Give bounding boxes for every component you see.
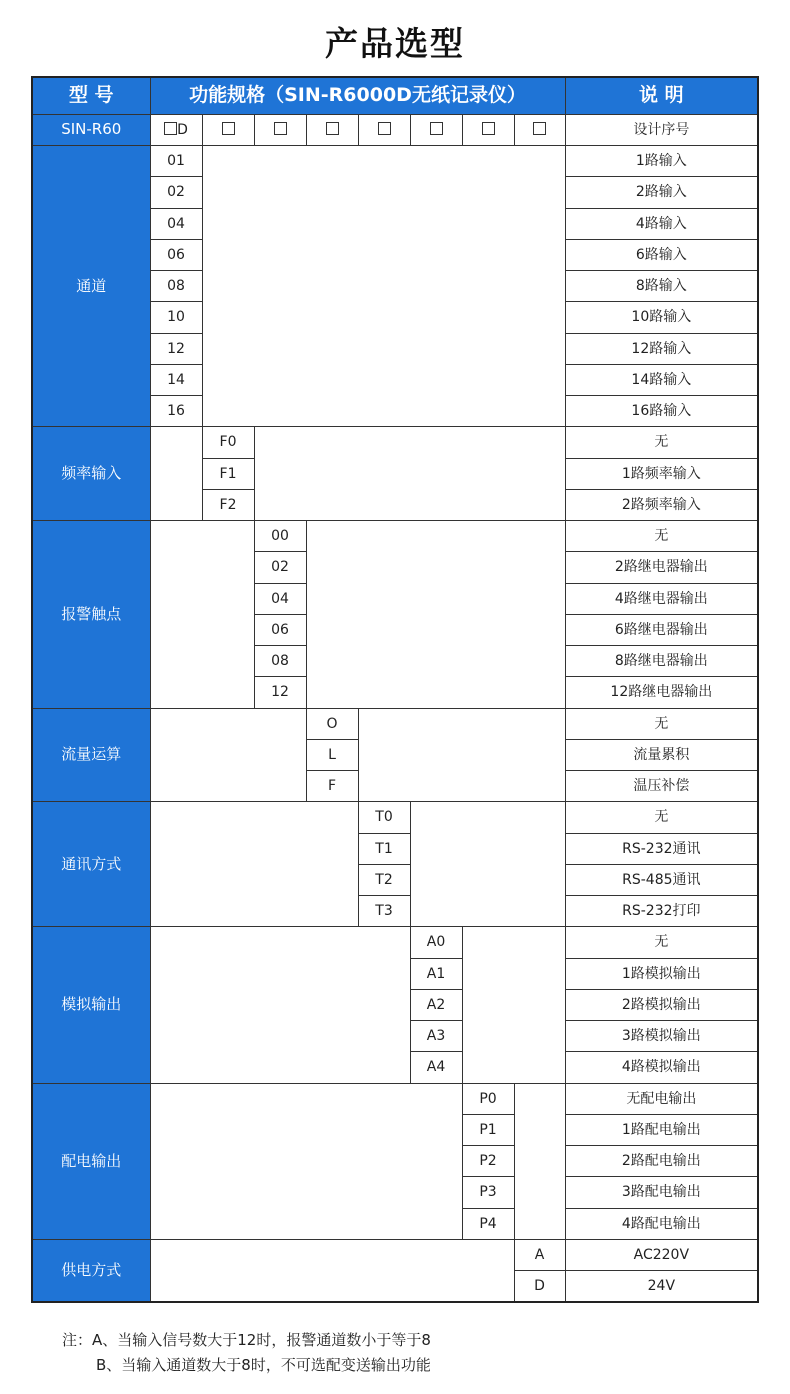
spec-header: 功能规格（SIN-R6000D无纸记录仪） — [150, 77, 565, 114]
option-row — [32, 1239, 758, 1270]
group-label: 通道 — [32, 146, 150, 427]
code-suffix: D — [177, 122, 188, 139]
option-code: 06 — [254, 614, 306, 645]
option-desc: 无 — [565, 521, 758, 552]
option-desc: 8路继电器输出 — [565, 646, 758, 677]
option-desc: 1路频率输入 — [565, 458, 758, 489]
option-code: F — [306, 771, 358, 802]
option-code: P0 — [462, 1083, 514, 1114]
option-code: T3 — [358, 896, 410, 927]
model-header: 型 号 — [32, 77, 150, 114]
option-desc: 16路输入 — [565, 396, 758, 427]
blank-area — [150, 927, 410, 1083]
option-desc: 无 — [565, 927, 758, 958]
notes — [62, 1328, 431, 1378]
option-desc: RS-485通讯 — [565, 864, 758, 895]
model-code: SIN-R60 — [32, 114, 150, 145]
option-desc: 4路模拟输出 — [565, 1052, 758, 1083]
option-desc: 2路模拟输出 — [565, 989, 758, 1020]
blank-area — [202, 146, 565, 427]
option-row — [32, 927, 758, 958]
blank-area — [514, 1083, 565, 1239]
checkbox-icon — [326, 122, 339, 135]
group-label: 供电方式 — [32, 1239, 150, 1302]
option-code: P2 — [462, 1146, 514, 1177]
option-code: A — [514, 1239, 565, 1270]
option-row — [32, 708, 758, 739]
checkbox-icon — [533, 122, 546, 135]
option-code: A1 — [410, 958, 462, 989]
group-label: 报警触点 — [32, 521, 150, 709]
blank-area — [306, 521, 565, 709]
option-desc: 4路配电输出 — [565, 1208, 758, 1239]
option-desc: 2路输入 — [565, 177, 758, 208]
code-slot-2 — [202, 114, 254, 145]
blank-area — [462, 927, 565, 1083]
group-label: 模拟输出 — [32, 927, 150, 1083]
option-code: F0 — [202, 427, 254, 458]
option-code: T1 — [358, 833, 410, 864]
option-desc: 1路模拟输出 — [565, 958, 758, 989]
blank-area — [150, 1239, 514, 1302]
group-label: 配电输出 — [32, 1083, 150, 1239]
option-code: F1 — [202, 458, 254, 489]
option-code: P3 — [462, 1177, 514, 1208]
option-desc: AC220V — [565, 1239, 758, 1270]
checkbox-icon — [222, 122, 235, 135]
option-code: T0 — [358, 802, 410, 833]
blank-area — [410, 802, 565, 927]
option-code: T2 — [358, 864, 410, 895]
option-desc: 3路配电输出 — [565, 1177, 758, 1208]
checkbox-icon — [482, 122, 495, 135]
header-row — [32, 77, 758, 114]
option-desc: 6路输入 — [565, 239, 758, 270]
option-code: L — [306, 739, 358, 770]
option-desc: 温压补偿 — [565, 771, 758, 802]
desc-header: 说 明 — [565, 77, 758, 114]
option-code: 04 — [150, 208, 202, 239]
option-desc: 14路输入 — [565, 364, 758, 395]
code-slot-1 — [150, 114, 202, 145]
selection-table — [31, 76, 759, 1303]
option-desc: 2路继电器输出 — [565, 552, 758, 583]
code-slot-8 — [514, 114, 565, 145]
option-desc: RS-232打印 — [565, 896, 758, 927]
blank-area — [150, 802, 358, 927]
option-desc: 1路配电输出 — [565, 1114, 758, 1145]
option-desc: 无 — [565, 802, 758, 833]
option-code: A3 — [410, 1021, 462, 1052]
option-code: F2 — [202, 489, 254, 520]
option-desc: 2路配电输出 — [565, 1146, 758, 1177]
checkbox-icon — [378, 122, 391, 135]
option-code: 10 — [150, 302, 202, 333]
option-code: 06 — [150, 239, 202, 270]
blank-area — [358, 708, 565, 802]
option-desc: 6路继电器输出 — [565, 614, 758, 645]
code-slot-6 — [410, 114, 462, 145]
design-serial-desc: 设计序号 — [565, 114, 758, 145]
option-code: 08 — [150, 271, 202, 302]
blank-area — [254, 427, 565, 521]
blank-area — [150, 521, 254, 709]
option-code: A2 — [410, 989, 462, 1020]
code-slot-7 — [462, 114, 514, 145]
option-row — [32, 802, 758, 833]
checkbox-icon — [430, 122, 443, 135]
option-code: P4 — [462, 1208, 514, 1239]
option-code: 14 — [150, 364, 202, 395]
option-desc: 8路输入 — [565, 271, 758, 302]
option-code: 12 — [254, 677, 306, 708]
option-code: A0 — [410, 927, 462, 958]
option-code: 12 — [150, 333, 202, 364]
code-slot-3 — [254, 114, 306, 145]
option-code: 02 — [150, 177, 202, 208]
option-code: 02 — [254, 552, 306, 583]
code-row — [32, 114, 758, 145]
option-desc: 3路模拟输出 — [565, 1021, 758, 1052]
option-desc: 2路频率输入 — [565, 489, 758, 520]
blank-area — [150, 708, 306, 802]
code-slot-4 — [306, 114, 358, 145]
option-desc: 10路输入 — [565, 302, 758, 333]
code-slot-5 — [358, 114, 410, 145]
checkbox-icon — [164, 122, 177, 135]
option-desc: 4路输入 — [565, 208, 758, 239]
group-label: 频率输入 — [32, 427, 150, 521]
checkbox-icon — [274, 122, 287, 135]
note-a: 注：A、当输入信号数大于12时，报警通道数小于等于8 — [62, 1331, 431, 1349]
option-desc: 12路输入 — [565, 333, 758, 364]
option-desc: RS-232通讯 — [565, 833, 758, 864]
option-row — [32, 427, 758, 458]
page-title: 产品选型 — [325, 24, 465, 63]
option-desc: 12路继电器输出 — [565, 677, 758, 708]
option-code: 16 — [150, 396, 202, 427]
option-row — [32, 521, 758, 552]
option-desc: 4路继电器输出 — [565, 583, 758, 614]
blank-area — [150, 427, 202, 521]
option-row — [32, 146, 758, 177]
option-desc: 1路输入 — [565, 146, 758, 177]
option-desc: 流量累积 — [565, 739, 758, 770]
option-code: P1 — [462, 1114, 514, 1145]
group-label: 流量运算 — [32, 708, 150, 802]
option-row — [32, 1083, 758, 1114]
option-code: 01 — [150, 146, 202, 177]
option-code: 00 — [254, 521, 306, 552]
blank-area — [150, 1083, 462, 1239]
option-code: 04 — [254, 583, 306, 614]
option-desc: 无 — [565, 708, 758, 739]
option-desc: 24V — [565, 1271, 758, 1302]
option-desc: 无配电输出 — [565, 1083, 758, 1114]
option-code: O — [306, 708, 358, 739]
option-code: 08 — [254, 646, 306, 677]
note-b: B、当输入通道数大于8时，不可选配变送输出功能 — [96, 1356, 431, 1374]
option-code: D — [514, 1271, 565, 1302]
option-desc: 无 — [565, 427, 758, 458]
option-code: A4 — [410, 1052, 462, 1083]
group-label: 通讯方式 — [32, 802, 150, 927]
